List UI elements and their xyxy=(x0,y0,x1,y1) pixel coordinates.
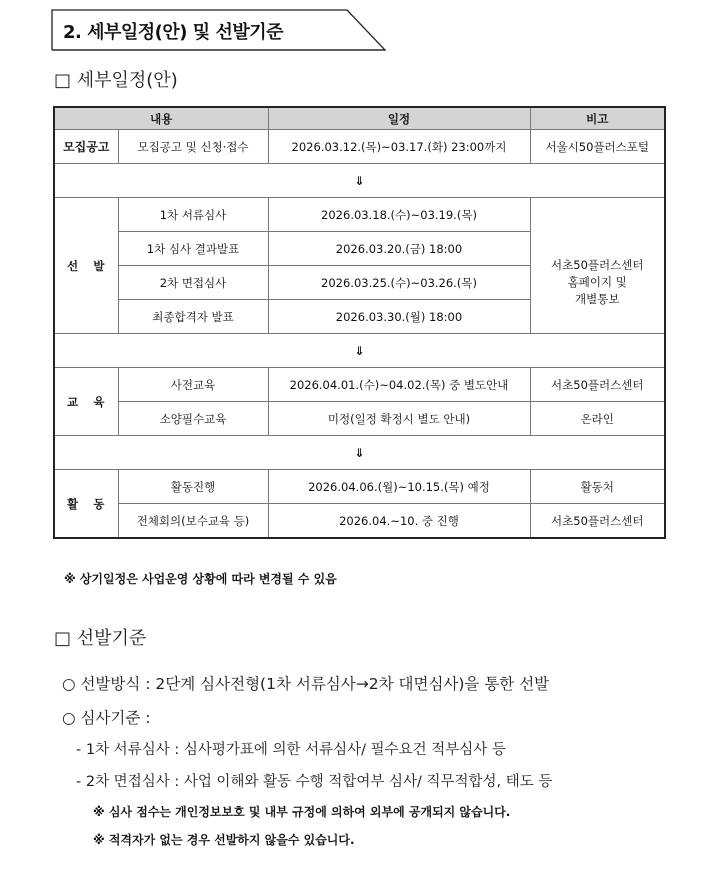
group-education xyxy=(54,368,118,436)
date-cell: 미정(일정 확정시 별도 안내) xyxy=(268,402,530,436)
criteria-standard: ○ 심사기준 : xyxy=(62,709,151,727)
note-cell-empty xyxy=(530,198,665,232)
date-cell: 2026.03.18.(수)~03.19.(목) xyxy=(268,198,530,232)
table-row xyxy=(54,504,665,539)
section-banner xyxy=(51,9,387,51)
item-cell: 최종합격자 발표 xyxy=(118,300,268,334)
header-date: 일정 xyxy=(268,107,530,130)
criteria-method: ○ 선발방식 : 2단계 심사전형(1차 서류심사→2차 대면심사)을 통한 선발 xyxy=(62,675,550,693)
header-note: 비고 xyxy=(530,107,665,130)
note-line: 서초50플러스센터 xyxy=(551,257,644,272)
criteria-sub-2: - 2차 면접심사 : 사업 이해와 활동 수행 적합여부 심사/ 직무적합성, 태도 등 xyxy=(76,774,553,790)
date-cell: 2026.04.01.(수)~04.02.(목) 중 별도안내 xyxy=(268,368,530,402)
item-cell: 사전교육 xyxy=(118,368,268,402)
item-cell: 1차 심사 결과발표 xyxy=(118,232,268,266)
note-cell xyxy=(530,232,665,334)
arrow-row xyxy=(54,164,665,198)
table-row xyxy=(54,198,665,232)
note-cell: 활동처 xyxy=(530,470,665,504)
date-cell: 2026.03.25.(수)~03.26.(목) xyxy=(268,266,530,300)
group-label-a: 선 xyxy=(67,258,80,273)
group-label-a: 활 xyxy=(67,496,80,511)
table-row xyxy=(54,470,665,504)
group-recruit: 모집공고 xyxy=(54,130,118,164)
arrow-row xyxy=(54,334,665,368)
table-row xyxy=(54,402,665,436)
date-cell: 2026.04.~10. 중 진행 xyxy=(268,504,530,539)
down-arrow-icon: ⇓ xyxy=(54,436,665,470)
arrow-row xyxy=(54,436,665,470)
item-cell: 1차 서류심사 xyxy=(118,198,268,232)
date-cell: 2026.03.12.(목)~03.17.(화) 23:00까지 xyxy=(268,130,530,164)
criteria-heading: □ 선발기준 xyxy=(54,628,147,649)
group-label-b: 육 xyxy=(93,394,106,409)
item-cell: 전체회의(보수교육 등) xyxy=(118,504,268,539)
group-selection xyxy=(54,198,118,334)
date-cell: 2026.03.30.(월) 18:00 xyxy=(268,300,530,334)
down-arrow-icon: ⇓ xyxy=(54,164,665,198)
note-cell: 서초50플러스센터 xyxy=(530,504,665,539)
date-cell: 2026.03.20.(금) 18:00 xyxy=(268,232,530,266)
table-header-row xyxy=(54,107,665,130)
item-cell: 모집공고 및 신청·접수 xyxy=(118,130,268,164)
note-cell: 서초50플러스센터 xyxy=(530,368,665,402)
table-row xyxy=(54,368,665,402)
header-content: 내용 xyxy=(54,107,268,130)
group-label-a: 교 xyxy=(67,394,80,409)
note-cell: 온라인 xyxy=(530,402,665,436)
date-cell: 2026.04.06.(월)~10.15.(목) 예정 xyxy=(268,470,530,504)
group-activity xyxy=(54,470,118,539)
table-row xyxy=(54,232,665,266)
item-cell: 소양필수교육 xyxy=(118,402,268,436)
item-cell: 활동진행 xyxy=(118,470,268,504)
criteria-warning-2: ※ 적격자가 없는 경우 선발하지 않을수 있습니다. xyxy=(93,833,355,847)
schedule-table xyxy=(53,106,666,539)
item-cell: 2차 면접심사 xyxy=(118,266,268,300)
schedule-notice: ※ 상기일정은 사업운영 상황에 따라 변경될 수 있음 xyxy=(64,572,337,586)
note-line: 홈페이지 및 xyxy=(567,274,627,289)
criteria-warning-1: ※ 심사 점수는 개인정보보호 및 내부 규정에 의하여 외부에 공개되지 않습니다. xyxy=(93,805,511,819)
schedule-heading: □ 세부일정(안) xyxy=(54,70,178,91)
note-line: 개별통보 xyxy=(575,291,620,306)
down-arrow-icon: ⇓ xyxy=(54,334,665,368)
group-label-b: 발 xyxy=(93,258,106,273)
section-title: 2. 세부일정(안) 및 선발기준 xyxy=(63,22,283,43)
table-row xyxy=(54,130,665,164)
note-cell: 서울시50플러스포털 xyxy=(530,130,665,164)
group-label-b: 동 xyxy=(93,496,106,511)
criteria-sub-1: - 1차 서류심사 : 심사평가표에 의한 서류심사/ 필수요건 적부심사 등 xyxy=(76,742,506,758)
